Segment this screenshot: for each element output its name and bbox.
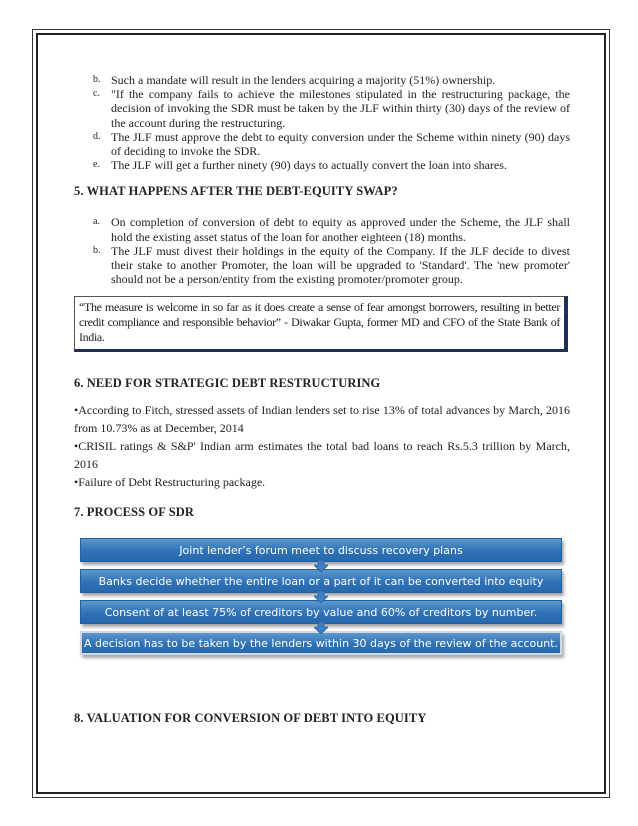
down-arrow-icon [314, 622, 328, 634]
section-6-heading: 6. NEED FOR STRATEGIC DEBT RESTRUCTURING [74, 376, 381, 391]
section-6-bullets [74, 401, 570, 491]
sdr-conditions-list [74, 73, 570, 172]
section-7-heading: 7. PROCESS OF SDR [74, 505, 195, 520]
process-step-2: Banks decide whether the entire loan or a part of it can be converted into equity [80, 569, 562, 593]
process-step-4: A decision has to be taken by the lenders within 30 days of the review of the account. [80, 631, 562, 655]
bullet-item: •CRISIL ratings & S&P' Indian arm estimates the total bad loans to reach Rs.5.3 trillion by March, 2016 [74, 439, 570, 472]
list-item: e. The JLF will get a further ninety (90) days to actually convert the loan into shares. [93, 158, 507, 173]
sdr-process-flowchart [74, 538, 570, 688]
list-item: b. The JLF must divest their holdings in the equity of the Company. If the JLF decide to divest their stake to another Promoter, the loan will be upgraded to 'Standard'. The 'new promoter' should not be a person/entity from the existing promoter/promoter group. [93, 243, 570, 287]
page-content [74, 73, 570, 688]
list-item: a. On completion of conversion of debt to equity as approved under the Scheme, the JLF shall hold the existing asset status of the loan for another eighteen (18) months. [93, 215, 570, 244]
list-item: d. The JLF must approve the debt to equity conversion under the Scheme within ninety (90) days of deciding to invoke the SDR. [93, 129, 570, 159]
bullet-item: •Failure of Debt Restructuring package. [74, 475, 266, 490]
process-step-1: Joint lender’s forum meet to discuss recovery plans [80, 538, 562, 562]
after-swap-list [74, 215, 570, 286]
bullet-item: •According to Fitch, stressed assets of Indian lenders set to rise 13% of total advances by March, 2016 from 10.73% as at December, 2014 [74, 403, 570, 436]
quote-box: “The measure is welcome in so far as it does create a sense of fear amongst borrowers, resulting in better credit compliance and responsible behavior” - Diwakar Gupta, former MD and CFO of the State Bank of India. [74, 296, 568, 352]
section-8-heading: 8. VALUATION FOR CONVERSION OF DEBT INTO EQUITY [74, 711, 427, 725]
list-item: b. Such a mandate will result in the lenders acquiring a majority (51%) ownership. [93, 73, 496, 87]
down-arrow-icon [314, 560, 328, 572]
down-arrow-icon [314, 591, 328, 603]
process-step-3: Consent of at least 75% of creditors by value and 60% of creditors by number. [80, 600, 562, 624]
section-5-heading: 5. WHAT HAPPENS AFTER THE DEBT-EQUITY SWAP? [74, 184, 398, 199]
list-item: c. "If the company fails to achieve the milestones stipulated in the restructuring package, the decision of invoking the SDR must be taken by the JLF within thirty (30) days of the review of the account during the restructuring. [93, 87, 570, 130]
